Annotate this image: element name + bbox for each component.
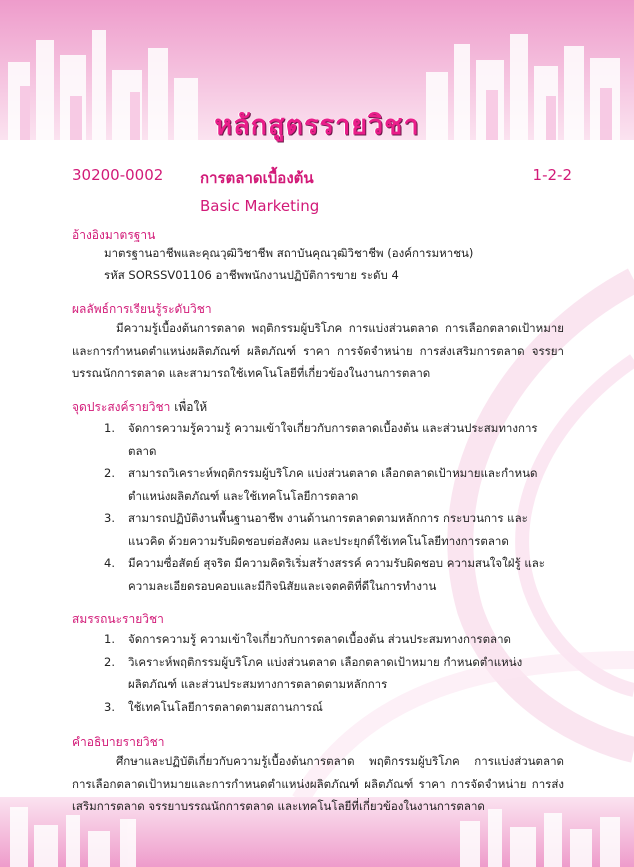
description-paragraph xyxy=(72,750,564,818)
objectives-list xyxy=(72,417,564,597)
objectives-heading-suffix: เพื่อให้ xyxy=(174,400,208,414)
list-item xyxy=(72,696,564,719)
list-item xyxy=(72,417,564,462)
page-title: หลักสูตรรายวิชา xyxy=(214,110,420,141)
list-number: 2. xyxy=(104,654,115,669)
list-item xyxy=(72,552,564,597)
list-text: จัดการความรู้ ความเข้าใจเกี่ยวกับการตลาดเบื้องต้น ส่วนประสมทางการตลาด xyxy=(128,632,512,646)
list-number: 3. xyxy=(104,699,115,714)
description-text: ศึกษาและปฏิบัติเกี่ยวกับความรู้เบื้องต้นการตลาด พฤติกรรมผู้บริโภค การแบ่งส่วนตลาด การเลือกตลาดเป้าหมายและการกำหนดตำแหน่งผลิตภัณฑ์ ผลิตภัณฑ์ ราคา การจัดจำหน่าย การส่งเสริมการตลาด จรรยาบรรณนักการตลาด และเทคโนโลยีที่เกี่ยวข้องในงานการตลาด xyxy=(72,754,564,813)
course-code: 30200-0002 xyxy=(72,166,164,184)
objectives-heading xyxy=(72,398,207,417)
objectives-heading-label: จุดประสงค์รายวิชา xyxy=(72,400,171,414)
list-number: 3. xyxy=(104,511,115,525)
list-item xyxy=(72,462,564,507)
list-number: 1. xyxy=(104,421,115,435)
outcome-paragraph xyxy=(72,317,564,385)
reference-line: มาตรฐานอาชีพและคุณวุฒิวิชาชีพ สถาบันคุณวุฒิวิชาชีพ (องค์การมหาชน) xyxy=(104,246,474,260)
list-text: สามารถวิเคราะห์พฤติกรรมผู้บริโภค แบ่งส่วนตลาด เลือกตลาดเป้าหมายและกำหนดตำแหน่งผลิตภัณฑ์ และใช้เทคโนโลยีการตลาด xyxy=(128,466,538,503)
list-text: ใช้เทคโนโลยีการตลาดตามสถานการณ์ xyxy=(128,699,323,714)
reference-heading: อ้างอิงมาตรฐาน xyxy=(72,228,156,242)
course-header xyxy=(72,166,572,190)
list-text: วิเคราะห์พฤติกรรมผู้บริโภค แบ่งส่วนตลาด เลือกตลาดเป้าหมาย กำหนดตำแหน่งผลิตภัณฑ์ และส่วนประสมทางการตลาดตามหลักการ xyxy=(128,654,523,691)
list-text: จัดการความรู้ความรู้ ความเข้าใจเกี่ยวกับการตลาดเบื้องต้น และส่วนประสมทางการตลาด xyxy=(128,421,538,458)
competency-heading: สมรรถนะรายวิชา xyxy=(72,612,164,626)
list-number: 4. xyxy=(104,556,115,570)
list-text: สามารถปฏิบัติงานพื้นฐานอาชีพ งานด้านการตลาดตามหลักการ กระบวนการ และแนวคิด ด้วยความรับผิดชอบต่อสังคม และประยุกต์ใช้เทคโนโลยีทางการตลาด xyxy=(128,511,528,548)
outcome-text: มีความรู้เบื้องต้นการตลาด พฤติกรรมผู้บริโภค การแบ่งส่วนตลาด การเลือกตลาดเป้าหมาย และการกำหนดตำแหน่งผลิตภัณฑ์ ผลิตภัณฑ์ ราคา การจัดจำหน่าย การส่งเสริมการตลาด จรรยาบรรณนักการตลาด และสามารถใช้เทคโนโลยีที่เกี่ยวข้องในงานการตลาด xyxy=(72,321,564,380)
list-item xyxy=(72,507,564,552)
list-text: มีความซื่อสัตย์ สุจริต มีความคิดริเริ่มสร้างสรรค์ ความรับผิดชอบ ความสนใจใฝ่รู้ และความละเอียดรอบคอบและมีกิจนิสัยและเจตคติที่ดีในการทำงาน xyxy=(128,556,545,593)
list-number: 2. xyxy=(104,466,115,480)
course-name-english: Basic Marketing xyxy=(200,197,320,215)
outcome-heading: ผลลัพธ์การเรียนรู้ระดับวิชา xyxy=(72,302,212,316)
description-heading: คำอธิบายรายวิชา xyxy=(72,735,165,749)
course-name-thai: การตลาดเบื้องต้น xyxy=(200,169,314,187)
competency-list xyxy=(72,628,564,718)
list-item xyxy=(72,651,564,696)
list-number: 1. xyxy=(104,632,115,646)
list-item xyxy=(72,628,564,651)
course-credit: 1-2-2 xyxy=(532,166,572,184)
reference-line: รหัส SORSSV01106 อาชีพพนักงานปฏิบัติการขาย ระดับ 4 xyxy=(104,268,399,282)
